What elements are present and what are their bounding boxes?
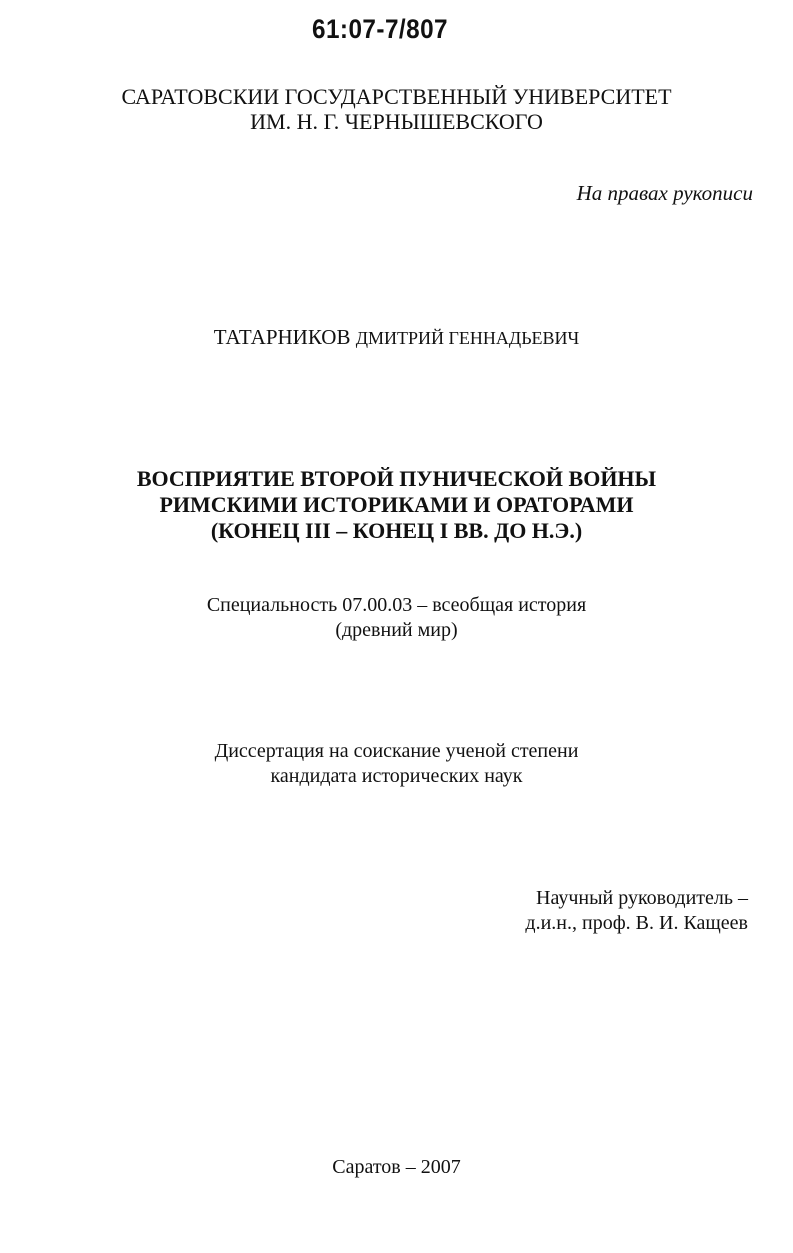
specialty [0, 593, 793, 643]
university-line-1: САРАТОВСКИИ ГОСУДАРСТВЕННЫЙ УНИВЕРСИТЕТ [121, 84, 672, 109]
place-year: Саратов – 2007 [332, 1156, 461, 1178]
rights-note: На правах рукописи [576, 181, 753, 205]
university-name [0, 84, 793, 134]
university-line-2: ИМ. Н. Г. ЧЕРНЫШЕВСКОГО [250, 109, 543, 134]
archive-code: 61:07-7/807 [312, 14, 449, 44]
supervisor [525, 886, 748, 936]
specialty-line-2: (древний мир) [335, 619, 458, 641]
supervisor-line-1: Научный руководитель – [536, 887, 748, 909]
supervisor-line-2: д.и.н., проф. В. И. Кащеев [525, 912, 748, 934]
dissertation-title [0, 466, 793, 544]
degree-statement [0, 739, 793, 789]
degree-line-1: Диссертация на соискание ученой степени [214, 740, 579, 762]
title-line-2: РИМСКИМИ ИСТОРИКАМИ И ОРАТОРАМИ [159, 492, 634, 517]
title-line-1: ВОСПРИЯТИЕ ВТОРОЙ ПУНИЧЕСКОЙ ВОЙНЫ [136, 466, 657, 491]
degree-line-2: кандидата исторических наук [270, 765, 523, 787]
author-given-names: ДМИТРИЙ ГЕННАДЬЕВИЧ [355, 328, 580, 348]
specialty-line-1: Специальность 07.00.03 – всеобщая история [206, 594, 587, 616]
author-name [0, 325, 793, 350]
author-surname: ТАТАРНИКОВ [213, 325, 351, 349]
title-line-3: (КОНЕЦ III – КОНЕЦ I ВВ. ДО Н.Э.) [210, 518, 583, 543]
